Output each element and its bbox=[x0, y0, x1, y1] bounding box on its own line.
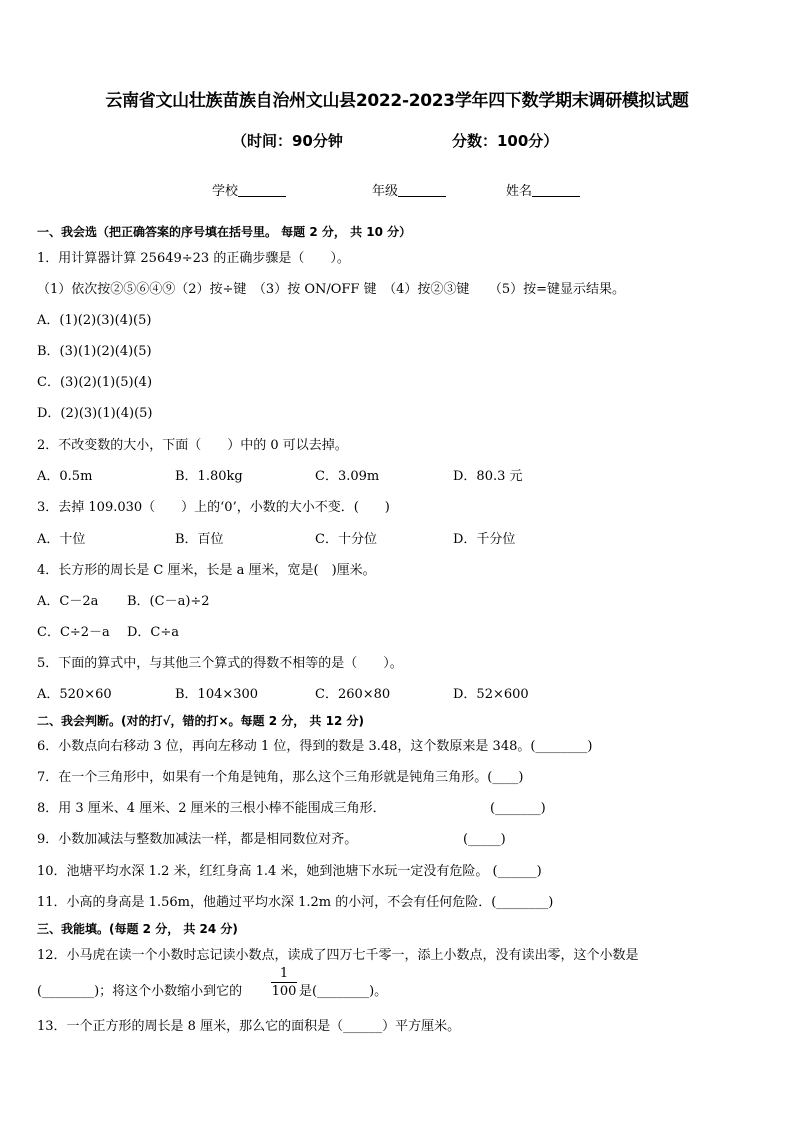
q7: 7．在一个三角形中，如果有一个角是钝角，那么这个三角形就是钝角三角形。(____) bbox=[37, 770, 524, 785]
q2-option-c[interactable]: C．3.09m bbox=[315, 469, 380, 484]
name-field bbox=[506, 180, 580, 199]
q6: 6．小数点向右移动 3 位，再向左移动 1 位，得到的数是 3.48，这个数原来是 348。(________) bbox=[37, 739, 593, 754]
q3-option-a[interactable]: A．十位 bbox=[37, 532, 86, 547]
q9-blank[interactable]: (_____) bbox=[463, 832, 506, 847]
page-title: 云南省文山壮族苗族自治州文山县2022-2023学年四下数学期末调研模拟试题 bbox=[105, 91, 689, 111]
q1-option-d[interactable]: D．(2)(3)(1)(4)(5) bbox=[37, 406, 153, 421]
q9: 9．小数加减法与整数加减法一样，都是相同数位对齐。 bbox=[37, 832, 358, 847]
q4-option-b[interactable]: B．(C－a)÷2 bbox=[127, 594, 210, 609]
exam-time: （时间：90分钟 bbox=[232, 132, 343, 150]
q12-line2-part1: (________)；将这个小数缩小到它的 bbox=[37, 984, 243, 999]
q3-option-b[interactable]: B．百位 bbox=[175, 532, 224, 547]
q1-option-b[interactable]: B．(3)(1)(2)(4)(5) bbox=[37, 344, 152, 359]
school-label: 学校 bbox=[212, 184, 239, 199]
q5-option-d[interactable]: D．52×600 bbox=[453, 687, 529, 702]
q1-stem: 1．用计算器计算 25649÷23 的正确步骤是（ ）。 bbox=[37, 251, 350, 266]
q4-stem: 4．长方形的周长是 C 厘米，长是 a 厘米，宽是( )厘米。 bbox=[37, 563, 376, 578]
section3-heading: 三、我能填。(每题 2 分， 共 24 分) bbox=[37, 922, 238, 936]
q1-option-a[interactable]: A．(1)(2)(3)(4)(5) bbox=[37, 313, 152, 328]
q8: 8．用 3 厘米、4 厘米、2 厘米的三根小棒不能围成三角形． bbox=[37, 801, 386, 816]
grade-label: 年级 bbox=[372, 184, 399, 199]
q12-line1: 12．小马虎在读一个小数时忘记读小数点，读成了四万七千零一，添上小数点，没有读出零，这个小数是 bbox=[37, 948, 639, 963]
q1-steps: （1）依次按②⑤⑥④⑨（2）按÷键 （3）按 ON/OFF 键 （4）按②③键 （5）按=键显示结果。 bbox=[37, 282, 626, 297]
q8-blank[interactable]: (_______) bbox=[490, 801, 546, 816]
q10: 10．池塘平均水深 1.2 米，红红身高 1.4 米，她到池塘下水玩一定没有危险。 (______) bbox=[37, 864, 542, 879]
exam-score: 分数：100分） bbox=[452, 132, 559, 150]
fraction-denominator: 100 bbox=[271, 984, 297, 999]
q2-option-b[interactable]: B．1.80kg bbox=[175, 469, 243, 484]
q12-line2-part2: 是(________)。 bbox=[299, 984, 388, 999]
q2-option-a[interactable]: A．0.5m bbox=[37, 469, 93, 484]
q13: 13．一个正方形的周长是 8 厘米，那么它的面积是（______）平方厘米。 bbox=[37, 1019, 461, 1034]
q3-stem: 3．去掉 109.030（ ）上的‘0’，小数的大小不变．( ) bbox=[37, 500, 390, 515]
q3-option-c[interactable]: C．十分位 bbox=[315, 532, 377, 547]
q3-option-d[interactable]: D．千分位 bbox=[453, 532, 516, 547]
q11: 11．小高的身高是 1.56m，他趟过平均水深 1.2m 的小河，不会有任何危险．(________) bbox=[37, 895, 554, 910]
school-blank[interactable] bbox=[238, 184, 286, 197]
q5-option-b[interactable]: B．104×300 bbox=[175, 687, 259, 702]
grade-field bbox=[372, 180, 446, 199]
name-blank[interactable] bbox=[532, 184, 580, 197]
fraction-numerator: 1 bbox=[271, 966, 297, 983]
q1-option-c[interactable]: C．(3)(2)(1)(5)(4) bbox=[37, 375, 153, 390]
q12-fraction bbox=[271, 966, 297, 999]
q2-option-d[interactable]: D．80.3 元 bbox=[453, 469, 523, 484]
q2-stem: 2．不改变数的大小，下面（ ）中的 0 可以去掉。 bbox=[37, 438, 348, 453]
q4-option-d[interactable]: D．C÷a bbox=[127, 625, 180, 640]
q5-option-c[interactable]: C．260×80 bbox=[315, 687, 391, 702]
q4-option-c[interactable]: C．C÷2－a bbox=[37, 625, 110, 640]
section1-heading: 一、我会选（把正确答案的序号填在括号里。 每题 2 分， 共 10 分） bbox=[37, 225, 412, 239]
school-field bbox=[212, 180, 286, 199]
q5-stem: 5．下面的算式中，与其他三个算式的得数不相等的是（ ）。 bbox=[37, 656, 403, 671]
q5-option-a[interactable]: A．520×60 bbox=[37, 687, 112, 702]
grade-blank[interactable] bbox=[398, 184, 446, 197]
section2-heading: 二、我会判断。(对的打√，错的打×。每题 2 分， 共 12 分) bbox=[37, 714, 364, 728]
name-label: 姓名 bbox=[506, 184, 533, 199]
q4-option-a[interactable]: A．C－2a bbox=[37, 594, 99, 609]
